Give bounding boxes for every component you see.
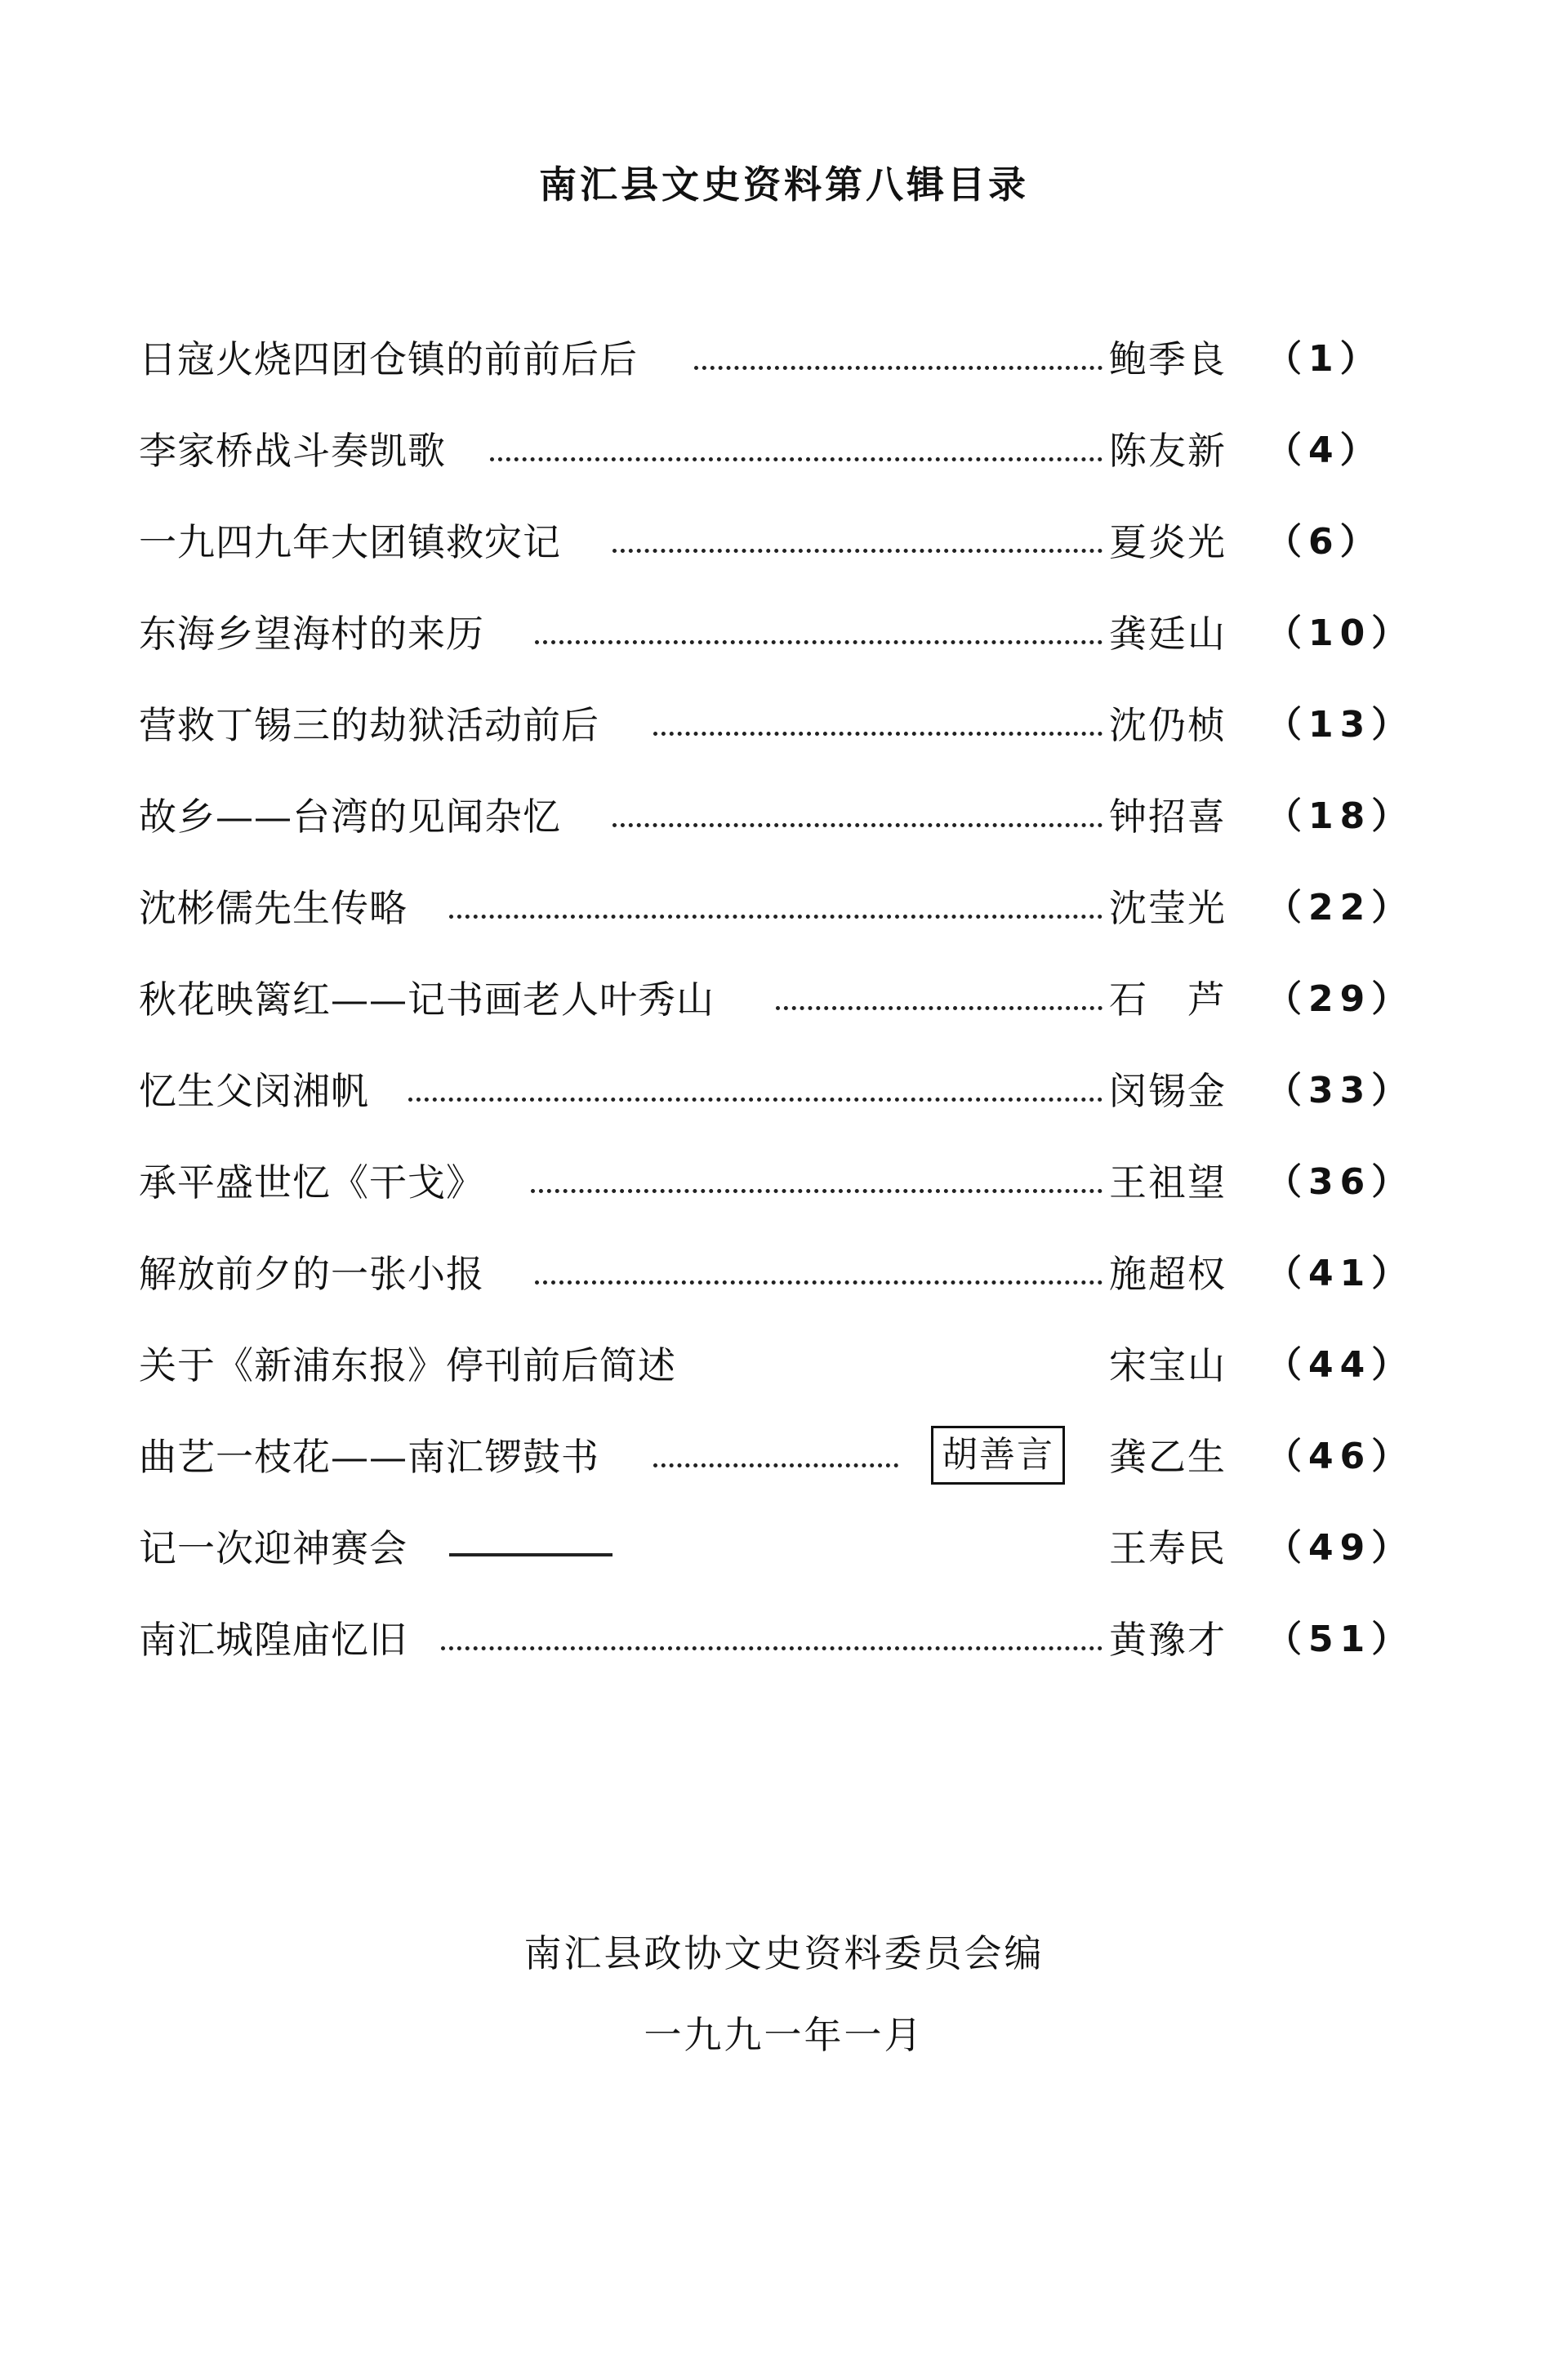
toc-entry xyxy=(139,1517,1429,1583)
entry-page: （36） xyxy=(1266,1161,1414,1203)
dot-leader xyxy=(441,1646,1102,1650)
toc-entry xyxy=(139,1243,1429,1308)
boxed-author: 胡善言 xyxy=(931,1426,1065,1485)
entry-author: 夏炎光 xyxy=(1109,520,1227,564)
dot-leader xyxy=(612,549,1102,553)
entry-page: （51） xyxy=(1266,1619,1414,1660)
dot-leader xyxy=(653,732,1102,736)
entry-title: 南汇城隍庙忆旧 xyxy=(139,1618,408,1662)
toc-entry xyxy=(139,877,1429,942)
entry-author: 宋宝山 xyxy=(1109,1343,1227,1387)
colophon-organization: 南汇县政协文史资料委员会编 xyxy=(523,1931,1045,1975)
entry-author: 黄豫才 xyxy=(1109,1618,1227,1662)
page-title: 南汇县文史资料第八辑目录 xyxy=(539,163,1029,207)
dot-leader xyxy=(408,1098,1102,1102)
entry-page: （29） xyxy=(1266,978,1414,1020)
entry-page: （44） xyxy=(1266,1344,1414,1386)
entry-page: （33） xyxy=(1266,1070,1414,1111)
dot-leader xyxy=(535,640,1102,644)
entry-page: （1） xyxy=(1266,338,1383,380)
entry-title: 关于《新浦东报》停刊前后简述 xyxy=(139,1343,676,1387)
entry-author: 沈仍桢 xyxy=(1109,703,1227,747)
entry-author: 王寿民 xyxy=(1109,1526,1227,1570)
entry-title: 承平盛世忆《干戈》 xyxy=(139,1160,484,1205)
toc-entry xyxy=(139,969,1429,1034)
entry-author: 鲍季良 xyxy=(1109,337,1227,381)
entry-title: 营救丁锡三的劫狱活动前后 xyxy=(139,703,599,747)
table-of-contents xyxy=(0,328,1568,1700)
entry-author: 闵锡金 xyxy=(1109,1069,1227,1113)
entry-title: 沈彬儒先生传略 xyxy=(139,886,408,930)
entry-title: 曲艺一枝花——南汇锣鼓书 xyxy=(139,1435,599,1479)
entry-title: 秋花映篱红——记书画老人叶秀山 xyxy=(139,977,715,1022)
toc-entry xyxy=(139,1426,1429,1491)
entry-page: （46） xyxy=(1266,1436,1414,1477)
dot-leader xyxy=(531,1189,1102,1193)
entry-title: 忆生父闵湘帆 xyxy=(139,1069,369,1113)
entry-author: 王祖望 xyxy=(1109,1160,1227,1205)
entry-page: （13） xyxy=(1266,704,1414,746)
toc-entry xyxy=(139,1609,1429,1674)
toc-entry xyxy=(139,1334,1429,1400)
entry-title: 一九四九年大团镇救灾记 xyxy=(139,520,561,564)
entry-author: 龚乙生 xyxy=(1109,1435,1227,1479)
entry-page: （49） xyxy=(1266,1527,1414,1569)
dot-leader xyxy=(449,915,1102,919)
dot-leader xyxy=(490,457,1102,461)
toc-entry xyxy=(139,694,1429,759)
toc-entry xyxy=(139,328,1429,394)
toc-entry xyxy=(139,786,1429,851)
entry-author: 龚廷山 xyxy=(1109,612,1227,656)
toc-entry xyxy=(139,1060,1429,1125)
entry-title: 记一次迎神赛会 xyxy=(139,1526,408,1570)
entry-page: （22） xyxy=(1266,887,1414,928)
dot-leader xyxy=(535,1280,1102,1285)
entry-page: （10） xyxy=(1266,612,1414,654)
toc-entry xyxy=(139,420,1429,485)
entry-title: 李家桥战斗奏凯歌 xyxy=(139,429,446,473)
entry-title: 日寇火烧四团仓镇的前前后后 xyxy=(139,337,638,381)
toc-entry xyxy=(139,511,1429,577)
dot-leader xyxy=(653,1463,898,1467)
entry-author: 钟招喜 xyxy=(1109,795,1227,839)
entry-title: 故乡——台湾的见闻杂忆 xyxy=(139,795,561,839)
dot-leader xyxy=(694,366,1102,370)
entry-page: （4） xyxy=(1266,430,1383,471)
toc-entry xyxy=(139,1151,1429,1217)
dot-leader xyxy=(776,1006,1102,1010)
entry-author: 施超权 xyxy=(1109,1252,1227,1296)
dash-leader xyxy=(449,1553,612,1556)
entry-title: 东海乡望海村的来历 xyxy=(139,612,484,656)
entry-page: （6） xyxy=(1266,521,1383,563)
entry-author: 石 芦 xyxy=(1109,977,1227,1022)
colophon-date: 一九九一年一月 xyxy=(644,2013,924,2057)
entry-author: 陈友新 xyxy=(1109,429,1227,473)
entry-page: （41） xyxy=(1266,1253,1414,1294)
entry-title: 解放前夕的一张小报 xyxy=(139,1252,484,1296)
dot-leader xyxy=(612,823,1102,827)
entry-page: （18） xyxy=(1266,795,1414,837)
entry-author: 沈莹光 xyxy=(1109,886,1227,930)
toc-entry xyxy=(139,603,1429,668)
